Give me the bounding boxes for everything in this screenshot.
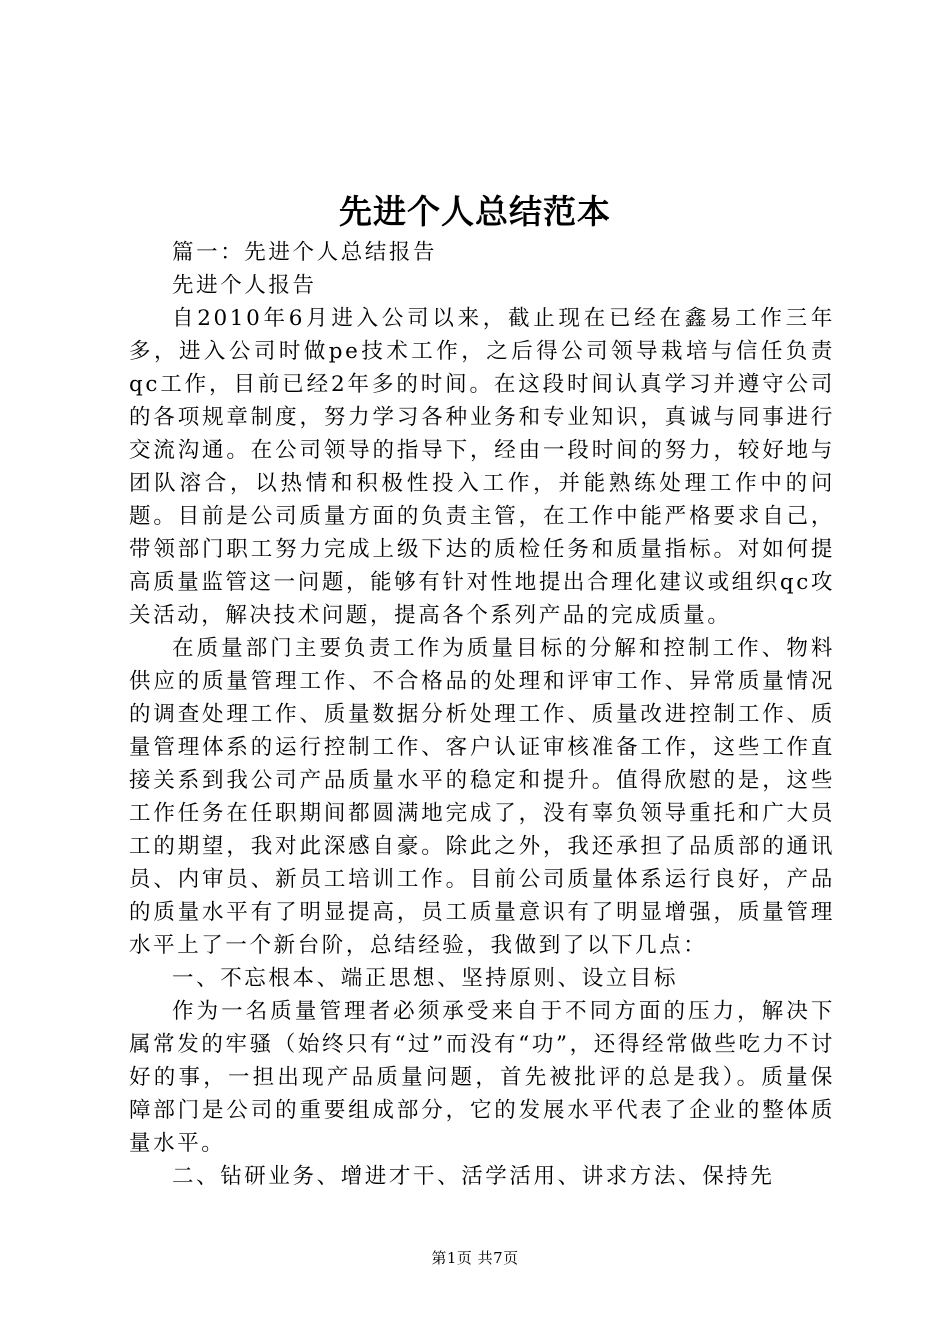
body-paragraph: 作为一名质量管理者必须承受来自于不同方面的压力，解决下属常发的牢骚（始终只有“过”而没有“功”，还得经常做些吃力不讨好的事，一担出现产品质量问题，首先被批评的总是我）。质量保障部门是公司的重要组成部分，它的发展水平代表了企业的整体质量水平。	[129, 999, 835, 1156]
body-paragraph: 在质量部门主要负责工作为质量目标的分解和控制工作、物料供应的质量管理工作、不合格品的处理和评审工作、异常质量情况的调查处理工作、质量数据分析处理工作、质量改进控制工作、质量管理体系的运行控制工作、客户认证审核准备工作，这些工作直接关系到我公司产品质量水平的稳定和提升。值得欣慰的是，这些工作任务在任职期间都圆满地完成了，没有辜负领导重托和广大员工的期望，我对此深感自豪。除此之外，我还承担了品质部的通讯员、内审员、新员工培训工作。目前公司质量体系运行良好，产品的质量水平有了明显提高，员工质量意识有了明显增强，质量管理水平上了一个新台阶，总结经验，我做到了以下几点：	[129, 636, 835, 958]
point-heading: 一、不忘根本、端正思想、坚持原则、设立目标	[172, 966, 679, 991]
document-title: 先进个人总结范本	[339, 192, 611, 231]
document-body	[129, 236, 835, 1193]
page-footer: 第1页 共7页	[431, 1249, 519, 1267]
body-paragraph: 自2010年6月进入公司以来，截止现在已经在鑫易工作三年多，进入公司时做pe技术工作，之后得公司领导栽培与信任负责qc工作，目前已经2年多的时间。在这段时间认真学习并遵守公司的各项规章制度，努力学习各种业务和专业知识，真诚与同事进行交流沟通。在公司领导的指导下，经由一段时间的努力，较好地与团队溶合，以热情和积极性投入工作，并能熟练处理工作中的问题。目前是公司质量方面的负责主管，在工作中能严格要求自己，带领部门职工努力完成上级下达的质检任务和质量指标。对如何提高质量监管这一问题，能够有针对性地提出合理化建议或组织qc攻关活动，解决技术问题，提高各个系列产品的完成质量。	[129, 306, 835, 628]
section-heading: 篇一：先进个人总结报告	[172, 240, 438, 265]
report-subtitle: 先进个人报告	[172, 273, 317, 298]
point-heading: 二、钻研业务、增进才干、活学活用、讲求方法、保持先	[172, 1164, 775, 1189]
